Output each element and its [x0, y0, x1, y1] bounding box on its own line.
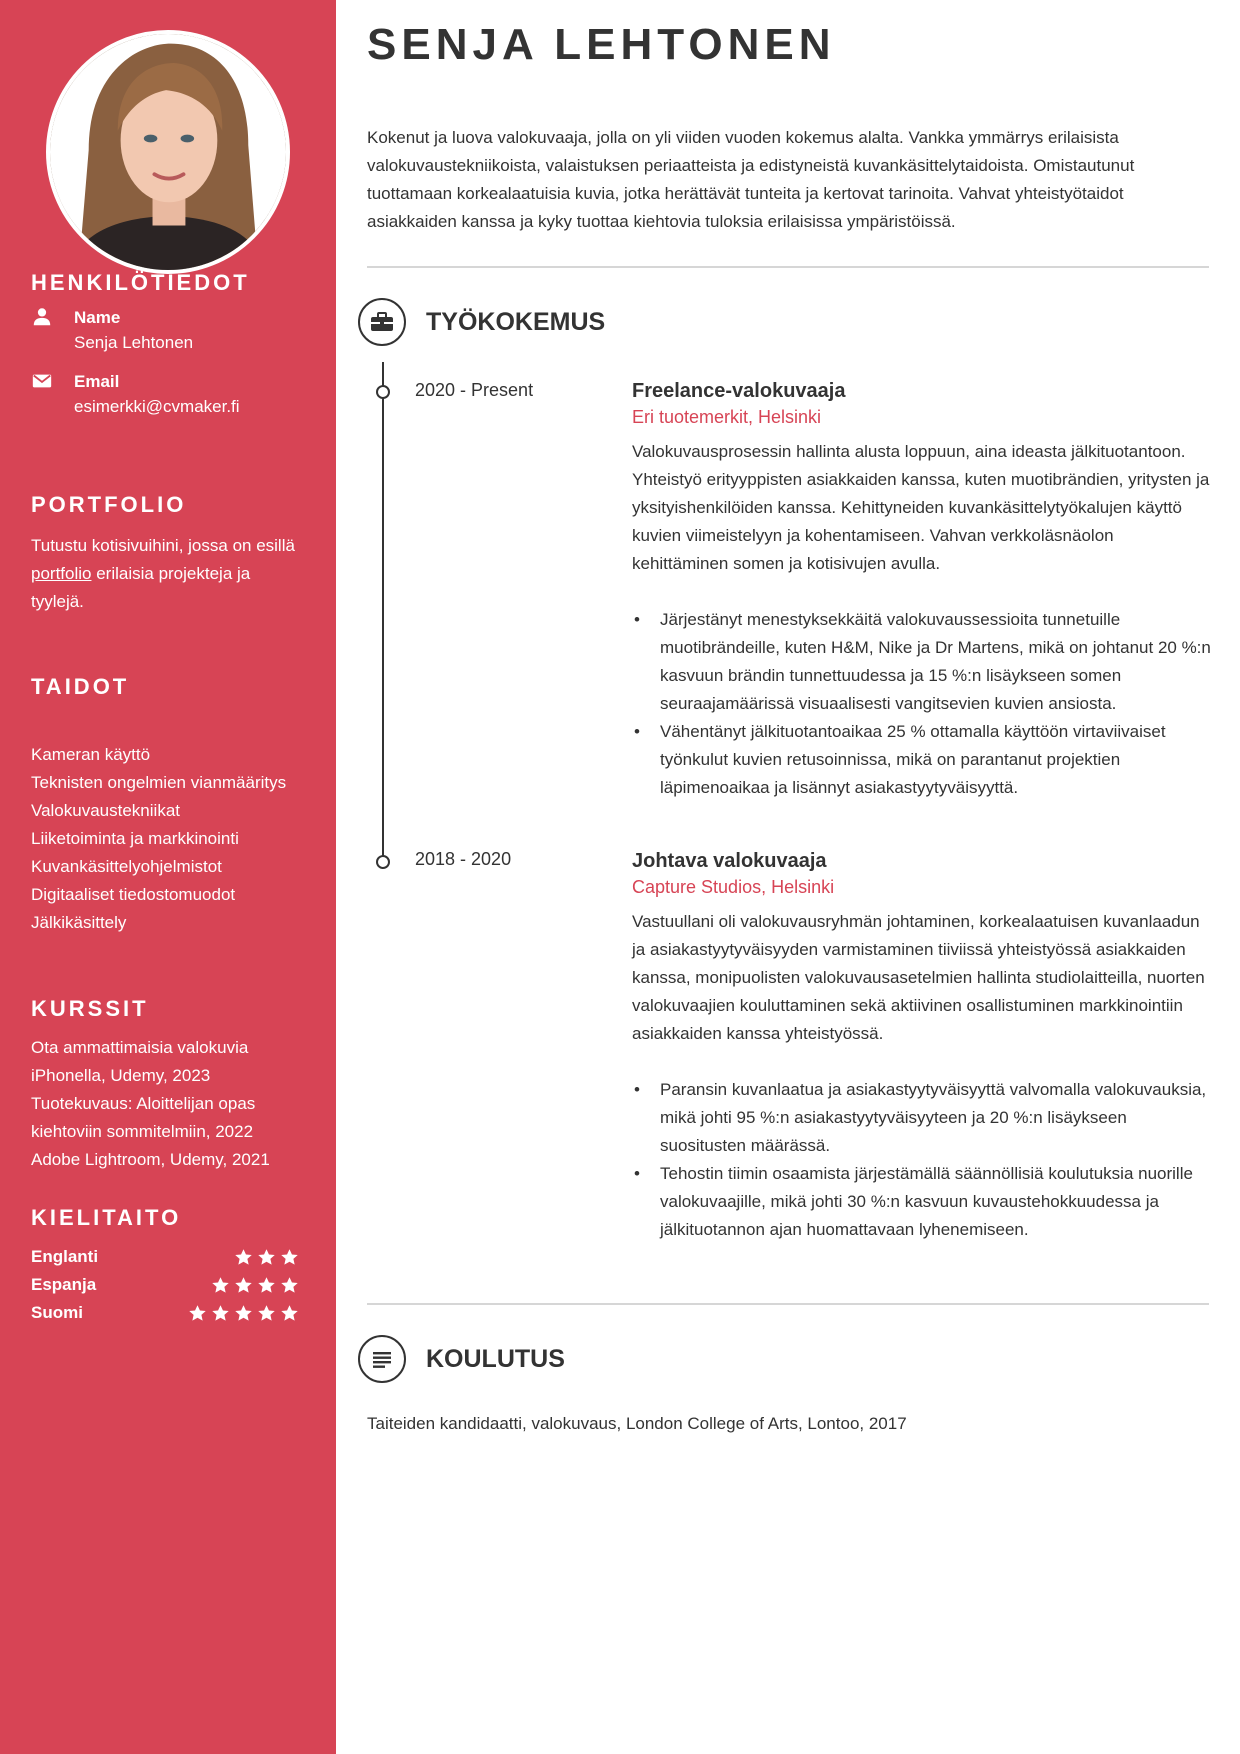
page-title: SENJA LEHTONEN — [367, 20, 836, 69]
list-item: Jälkikäsittely — [31, 913, 127, 932]
contact-email-row — [31, 370, 321, 420]
portfolio-text — [31, 532, 301, 616]
envelope-icon — [31, 370, 55, 394]
star-icon — [257, 1276, 276, 1295]
person-icon — [31, 306, 55, 330]
star-icon — [280, 1304, 299, 1323]
section-divider — [367, 266, 1209, 268]
sidebar — [0, 0, 336, 1754]
contact-name-row — [31, 306, 321, 356]
language-stars — [234, 1248, 299, 1267]
star-icon — [234, 1248, 253, 1267]
profile-summary: Kokenut ja luova valokuvaaja, jolla on yli viiden vuoden kokemus alalta. Vankka ymmärrys erilaisista valokuvaustekniikoista, valaistuksen periaatteista ja edistyneistä kuvankäsittelytaidoista. Omistautunut tuottamaan korkealaatuisia kuvia, jotka herättävät tunteita ja kertovat tarinoita. Vahvat yhteistyötaidot asiakkaiden kanssa ja kyky tuottaa kiehtovia tuloksia erilaisissa ympäristöissä. — [367, 128, 1135, 231]
education-heading: KOULUTUS — [426, 1345, 565, 1373]
job-description: Valokuvausprosessin hallinta alusta loppuun, aina ideasta jälkituotantoon. Yhteistyö erityyppisten asiakkaiden kanssa, kuten muotibrändien, yritysten ja yksityishenkilöiden kanssa. Kehittyneiden kuvankäsittelytyökalujen käyttö kuvien viimeistelyyn ja kohentamiseen. Vahvan verkkoläsnäolon kehittäminen somen ja kotisivujen avulla. — [632, 442, 1210, 573]
briefcase-icon — [358, 298, 406, 346]
star-icon — [234, 1276, 253, 1295]
list-item: Digitaaliset tiedostomuodot — [31, 885, 236, 904]
list-item: • Paransin kuvanlaatua ja asiakastyytyväisyyttä valvomalla valokuvauksia, mikä johti 95 %:n asiakastyytyväisyyteen ja 20 %:n lisäykseen suositusten määrässä. — [632, 1076, 1212, 1160]
skills-heading: TAIDOT — [31, 674, 130, 699]
job-entry — [632, 378, 1212, 802]
job-description: Vastuullani oli valokuvausryhmän johtaminen, korkealaatuisen kuvanlaadun ja asiakastyytyväisyyden varmistaminen tiiviissä yhteistyössä asiakkaiden kanssa, monipuolisten valokuvausasetelmien hallinta studiolaitteilla, nuorten valokuvaajien kouluttaminen sekä aktiivinen osallistuminen markkinointiin asiakkaiden kanssa yhteistyössä. — [632, 912, 1205, 1043]
star-icon — [234, 1304, 253, 1323]
languages-heading: KIELITAITO — [31, 1205, 182, 1230]
name-label: Name — [74, 308, 121, 327]
profile-photo — [46, 30, 290, 274]
star-icon — [211, 1276, 230, 1295]
list-item: Kuvankäsittelyohjelmistot — [31, 857, 222, 876]
star-icon — [257, 1304, 276, 1323]
list-item: Teknisten ongelmien vianmääritys — [31, 773, 287, 792]
star-icon — [280, 1276, 299, 1295]
list-item: • Tehostin tiimin osaamista järjestämällä säännöllisiä koulutuksia nuorille valokuvaajille, mikä johti 30 %:n kasvuun kuvaustehokkuudessa ja jälkituotannon ajan huomattavaan lyhenemiseen. — [632, 1160, 1212, 1244]
star-icon — [211, 1304, 230, 1323]
personal-info-heading: HENKILÖTIEDOT — [31, 270, 250, 295]
language-name: Suomi — [31, 1303, 83, 1322]
job-date: 2020 - Present — [415, 380, 534, 400]
language-name: Englanti — [31, 1247, 99, 1266]
section-divider — [367, 1303, 1209, 1305]
job-entry — [632, 848, 1212, 1244]
job-date: 2018 - 2020 — [415, 849, 512, 869]
list-item: Liiketoiminta ja markkinointi — [31, 829, 239, 848]
job-title: Freelance-valokuvaaja — [632, 380, 846, 402]
list-item: Adobe Lightroom, Udemy, 2021 — [31, 1150, 270, 1169]
education-entry: Taiteiden kandidaatti, valokuvaus, London College of Arts, Lontoo, 2017 — [367, 1414, 907, 1433]
contact-info — [31, 306, 321, 434]
language-stars — [211, 1276, 299, 1295]
list-item: • Vähentänyt jälkituotantoaikaa 25 % ottamalla käyttöön virtaviivaiset työnkulut kuvien retusoinnissa, mikä on parantanut projektien läpimenoaikaa ja lisännyt asiakastyytyväisyyttä. — [632, 718, 1212, 802]
experience-heading: TYÖKOKEMUS — [426, 308, 606, 336]
star-icon — [257, 1248, 276, 1267]
portfolio-heading: PORTFOLIO — [31, 492, 187, 517]
portfolio-text-before: Tutustu kotisivuihini, jossa on esillä — [31, 536, 295, 555]
job-achievements — [632, 606, 1212, 802]
timeline-dot — [376, 385, 390, 399]
job-company: Eri tuotemerkit, Helsinki — [632, 407, 822, 427]
portfolio-text-after: erilaisia projekteja ja tyylejä. — [31, 564, 251, 611]
job-company: Capture Studios, Helsinki — [632, 877, 835, 897]
list-item: Ota ammattimaisia valokuvia iPhonella, Udemy, 2023 — [31, 1038, 249, 1085]
document-lines-icon — [358, 1335, 406, 1383]
languages-list — [31, 1243, 299, 1327]
job-title: Johtava valokuvaaja — [632, 850, 827, 872]
timeline-dot — [376, 855, 390, 869]
star-icon — [280, 1248, 299, 1267]
email-label: Email — [74, 372, 120, 391]
job-achievements — [632, 1076, 1212, 1244]
list-item: Kameran käyttö — [31, 745, 151, 764]
language-row — [31, 1299, 299, 1327]
courses-list — [31, 1034, 281, 1174]
list-item: Tuotekuvaus: Aloittelijan opas kiehtoviin sommitelmiin, 2022 — [31, 1094, 256, 1141]
language-row — [31, 1271, 299, 1299]
portfolio-link[interactable]: portfolio — [31, 564, 92, 583]
list-item: • Järjestänyt menestyksekkäitä valokuvaussessioita tunnetuille muotibrändeille, kuten H&M, Nike ja Dr Martens, mikä on johtanut 20 %:n kasvuun brändin tunnettuudessa ja 15 %:n lisäykseen somen seuraajamäärissä visuaalisesti vangitsevien kuvien ansiosta. — [632, 606, 1212, 718]
list-item: Valokuvaustekniikat — [31, 801, 180, 820]
language-stars — [188, 1304, 299, 1323]
timeline-line — [382, 362, 384, 860]
skills-list — [31, 741, 321, 937]
star-icon — [188, 1304, 207, 1323]
language-row — [31, 1243, 299, 1271]
email-value[interactable]: esimerkki@cvmaker.fi — [74, 397, 240, 416]
courses-heading: KURSSIT — [31, 996, 149, 1021]
language-name: Espanja — [31, 1275, 97, 1294]
name-value: Senja Lehtonen — [74, 333, 194, 352]
